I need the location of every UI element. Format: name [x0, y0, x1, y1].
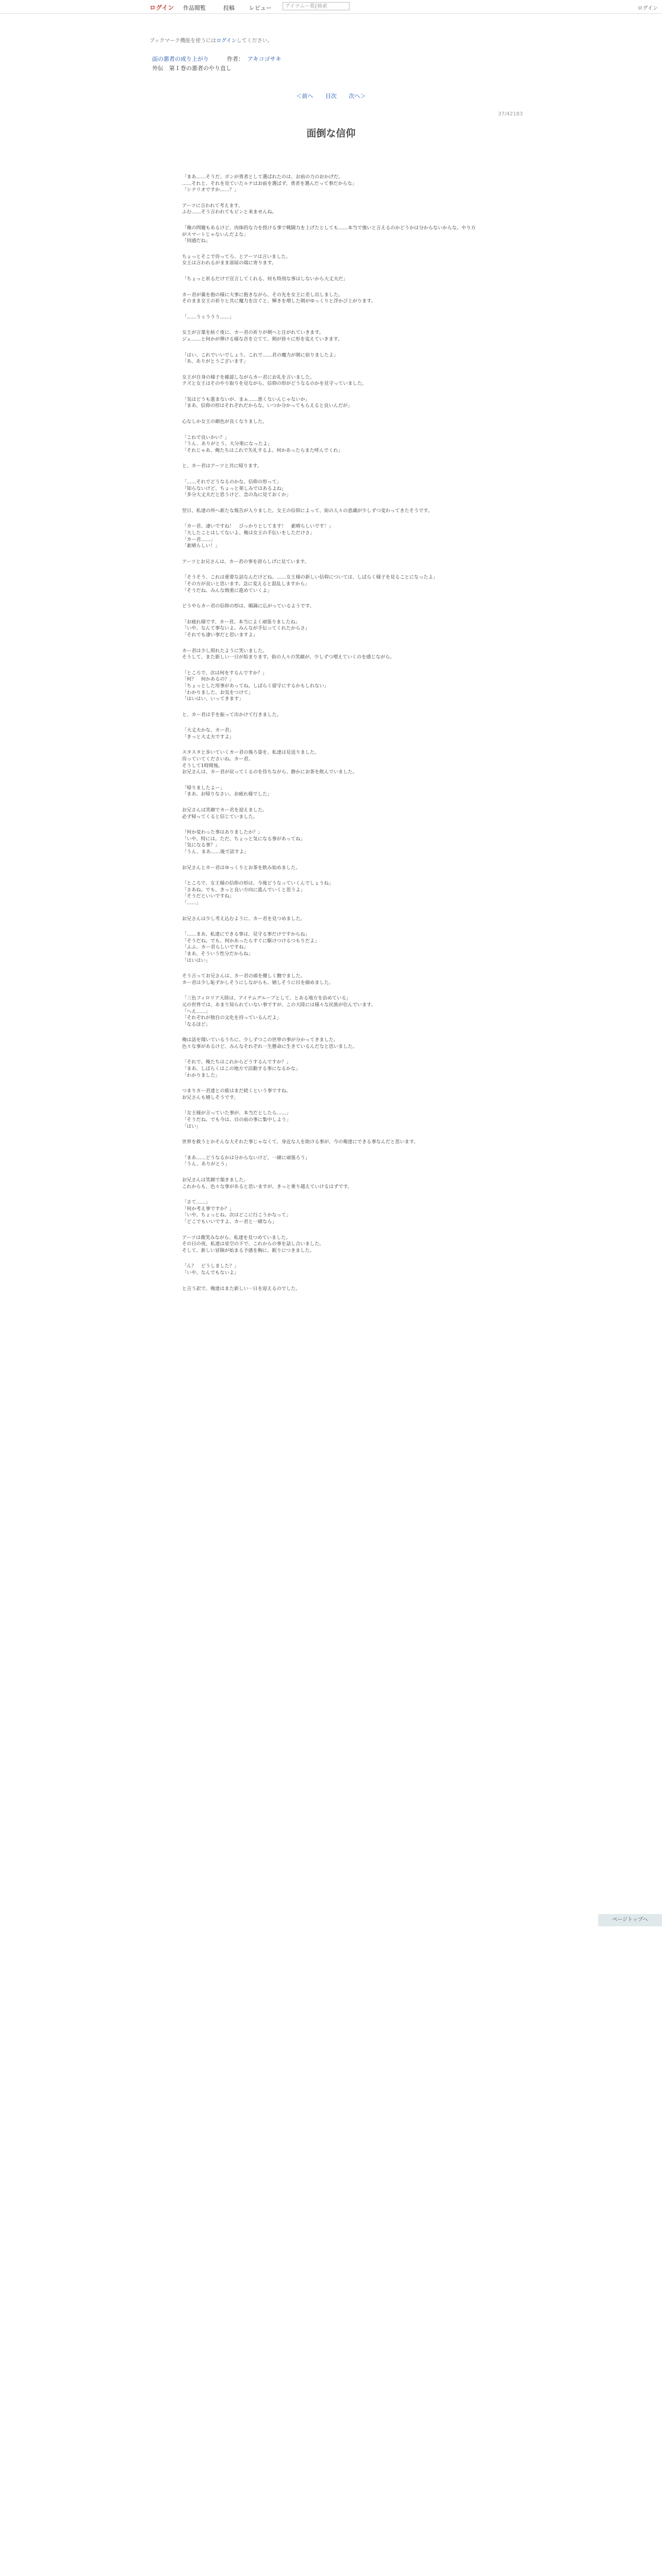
- nav-item-post[interactable]: 投稿: [223, 5, 235, 11]
- novel-body-text: [182, 174, 477, 1301]
- body-paragraph: お兄さんは少し考え込むように、カー君を見つめました。: [182, 916, 305, 922]
- next-chapter-link[interactable]: 次へ＞: [349, 93, 366, 99]
- body-paragraph: そう言ってお兄さんは、カー君の頭を優しく撫でました。 カー君は少し恥ずかしそうにしながらも、嬉しそうに目を細めました。: [182, 973, 334, 986]
- bookmark-notice: [150, 36, 273, 44]
- body-paragraph: ちょっとそこで待ってろ、とアーツは言いました。 女王は言われるがまま部屋の端に寄ります。: [182, 253, 291, 266]
- body-paragraph: 「まあ……そうだ、ボンが勇者として選ばれたのは、お前の力のおかげだ。 ……それと、それを見ていたルナはお前を選ばず、勇者を選んだって事だからな」 「シナリオですか……？」: [182, 174, 357, 193]
- prev-chapter-link[interactable]: ＜前へ: [296, 93, 313, 99]
- body-paragraph: 俺は話を聞いているうちに、少しずつこの世界の事が分かってきました。 色々な事があるけど、みんなそれぞれ一生懸命に生きているんだなと思いました。: [182, 1037, 357, 1049]
- body-paragraph: 「カー君、凄いですね！ ぴっかりとしてます！ 素晴らしいです！」 「大したことはしてないよ、俺は女王の手伝いをしただけさ」 「カー君……」 「素晴らしい！」: [182, 523, 334, 549]
- body-paragraph: 「俺の問題もあるけど、肉体的な力を授ける事で戦闘力を上げたとしても……本当で強いと言えるのかどうかは分からないからな。やり方がスマートじゃないんだよな」 「同感だね」: [182, 225, 476, 244]
- body-paragraph: 「それで、俺たちはこれからどうするんですか？」 「まあ、しばらくはこの地方で活動する事になるかな」 「わかりました」: [182, 1059, 301, 1078]
- body-paragraph: 「これで良いかい？」 「うん、ありがとう。大分楽になったよ」 「それじゃあ、俺たちはこれで失礼するよ。何かあったらまた呼んでくれ」: [182, 434, 343, 453]
- body-paragraph: 「……それでどうなるのかな、信仰の形って」 「知らないけど、ちょっと楽しみではあるよね」 「多分大丈夫だと思うけど、念の為に見ておくか」: [182, 479, 291, 498]
- body-paragraph: 「大丈夫かな、カー君」 「きっと大丈夫ですよ」: [182, 727, 235, 740]
- body-paragraph: 「ん？ どうしました？」 「いや、なんでもないよ」: [182, 1263, 239, 1276]
- header-login-link[interactable]: ログイン: [637, 6, 658, 11]
- body-paragraph: お兄さんは笑顔で頷きました。 これからも、色々な事があると思いますが、きっと乗り越えていけるはずです。: [182, 1177, 353, 1190]
- body-paragraph: 「さて……」 「何か考え事ですか？」 「いや、ちょっとね。次はどこに行こうかなって」 「どこでもいいですよ、カー君と一緒なら」: [182, 1199, 291, 1225]
- body-paragraph: 「はい、これでいいでしょう。これで……君の魔力が剣に宿りましたよ」 「あ、ありがとうございます」: [182, 352, 339, 365]
- body-paragraph: 女王が言葉を紡ぐ度に、カー君の祈りが剣へと注がれていきます。 ジェ……と何かが弾ける様な音を立てて、剣が徐々に形を変えていきます。: [182, 330, 343, 342]
- body-paragraph: アーツに言われて考えます。 ふむ……そう言われてもピンと来ませんね。: [182, 202, 277, 215]
- nav-item-review[interactable]: レビュー: [249, 5, 272, 11]
- body-paragraph: 「ところで、次は何をするんですか？」 「何？ 何かあるの？」 「ちょっとした用事があってね。しばらく留守にするかもしれない」 「わかりました、お気をつけて」 「はいはい、いってきます」: [182, 670, 329, 702]
- body-paragraph: と、カー君はアーツと共に帰ります。: [182, 463, 262, 469]
- author-label: 作者：: [227, 56, 244, 62]
- notice-login-link[interactable]: ログイン: [216, 38, 237, 44]
- body-paragraph: 女王が自身の様子を確認しながらカー君にお礼を言いました。 クズと女王はそのやり取りを見ながら、信仰の形がどうなるのかを見守っていました。: [182, 374, 367, 387]
- body-paragraph: 「三色フィロリア大陸は、アイテムグループとして、とある地方を治めている」 元の世界では、あまり知られていない事ですが、この大陸には様々な民族が住んでいます。 「へえ……」 「それぞれが独自の文化を持っているんだよ」 「なるほど」: [182, 995, 376, 1027]
- page-top-button[interactable]: ページトップへ: [598, 1914, 662, 1926]
- body-paragraph: スタスタと歩いていくカー君の後ろ姿を、私達は見送りました。 待っていてくださいね、カー君。 そうして1時間後。 お兄さんは、カー君が戻ってくるのを待ちながら、静かにお茶を飲んでいました。: [182, 750, 357, 775]
- body-paragraph: つまりカー君達との旅はまだ続くという事ですね。 お兄さんも嬉しそうです。: [182, 1088, 291, 1100]
- body-paragraph: 「ちょっと祈るだけで宣言してくれる、何も特別な事はしないから大丈夫だ」: [182, 276, 348, 282]
- body-paragraph: お兄さんとカー君はゆっくりとお茶を飲み始めました。: [182, 865, 301, 871]
- top-navigation-bar: [0, 0, 662, 14]
- body-paragraph: 「ところで、女王様の信仰の形は、今後どうなっていくんでしょうね」 「さあね。でも、きっと良い方向に進んでいくと思うよ」 「そうだといいですね」 「……」: [182, 880, 334, 906]
- chapter-pager-top: [0, 92, 662, 100]
- page-number: 37/42183: [498, 111, 523, 117]
- body-paragraph: 「そうそう、これは重要な話なんだけどね。……女王様の新しい信仰については、しばらく様子を見ることになったよ」 「その方が良いと思います。急に変えると混乱しますから」 「そうだね、みんな慎重に進めていくよ」: [182, 574, 438, 594]
- body-paragraph: 「気はどうも進まないが、まぁ……悪くないんじゃないか」 「まあ、信仰の形はそれぞれだからな。いつか分かってもらえると良いんだが」: [182, 396, 353, 409]
- notice-prefix: ブックマーク機能を使うには: [150, 38, 217, 44]
- body-paragraph: 「……うぅううう……」: [182, 314, 235, 320]
- body-paragraph: アーツとお兄さんは、カー君の事を誇らしげに見ています。: [182, 558, 309, 565]
- series-subtitle: 外伝 第１巻の悪者のやり直し: [152, 65, 231, 72]
- series-title-link[interactable]: 面の悪者の成り上がり: [152, 56, 209, 62]
- body-paragraph: 「帰りましたよー」 「まあ、お帰りなさい。お疲れ様でした」: [182, 785, 272, 798]
- table-of-contents-link[interactable]: 目次: [325, 93, 337, 99]
- body-paragraph: 世界を救うとかそんな大それた事じゃなくて、身近な人を助ける事が、今の俺達にできる事なんだと思います。: [182, 1139, 419, 1145]
- body-paragraph: 心なしか女王の顔色が良くなりました。: [182, 419, 268, 425]
- body-paragraph: と言う訳で、俺達はまた新しい一日を迎えるのでした。: [182, 1285, 301, 1292]
- nav-item-browse[interactable]: 作品閲覧: [183, 5, 206, 11]
- body-paragraph: 「お疲れ様です、カー君。本当によく頑張りましたね」 「いや、なんて事ないよ。みんなが手伝ってくれたからさ」 「それでも凄い事だと思いますよ」: [182, 619, 310, 638]
- search-input[interactable]: アイテムー覧[検索: [283, 2, 350, 10]
- body-paragraph: 「女王様が言っていた事が、本当だとしたら……」 「そうだね。でも今は、目の前の事に集中しよう」 「はい」: [182, 1110, 291, 1129]
- body-paragraph: カー君は少し照れたように笑いました。 そうして、また新しい一日が始まります。街の人々の笑顔が、少しずつ増えていくのを感じながら。: [182, 648, 395, 660]
- body-paragraph: 「……まあ、私達にできる事は、見守る事だけですからね」 「そうだね。でも、何かあったらすぐに駆けつけるつもりだよ」 「ふふ、カー君らしいですね」 「まあ、そういう性分だからね」 「はいはい」: [182, 931, 320, 963]
- body-paragraph: 「何か変わった事はありましたか？」 「いや、特には。ただ、ちょっと気になる事があってね」 「気になる事？」 「うん、まあ……後で話すよ」: [182, 829, 305, 855]
- chapter-title: 面倒な信仰: [306, 128, 356, 139]
- body-paragraph: アーツは微笑みながら、私達を見つめていました。 その日の夜、私達は星空の下で、これからの事を話し合いました。 そして、新しい冒険が始まる予感を胸に、眠りにつきました。: [182, 1234, 324, 1253]
- body-paragraph: 翌日、私達の所へ新たな報告が入りました。女王の信仰によって、街の人々の意識が少しずつ変わってきたそうです。: [182, 507, 433, 514]
- login-link[interactable]: ログイン: [150, 4, 174, 11]
- body-paragraph: 「まあ……どうなるかは分からないけど、一緒に頑張ろう」 「うん、ありがとう」: [182, 1155, 310, 1167]
- body-paragraph: お兄さんは笑顔でカー君を迎えました。 必ず帰ってくると信じていました。: [182, 807, 268, 820]
- body-paragraph: どうやらカー君の信仰の形は、順調に広がっているようです。: [182, 603, 315, 609]
- author-name-link[interactable]: アキコゴサキ: [247, 56, 282, 62]
- body-paragraph: と、カー君は手を振って出かけて行きました。: [182, 711, 282, 718]
- notice-suffix: してください。: [236, 38, 273, 44]
- body-paragraph: カー君が翼を抱の様に大事に抱きながら、その先を女王に差し出しました。 そのまま女王の祈りと共に魔力を注ぐと、輝きを増した剣がゆっくりと浮かび上がります。: [182, 292, 376, 304]
